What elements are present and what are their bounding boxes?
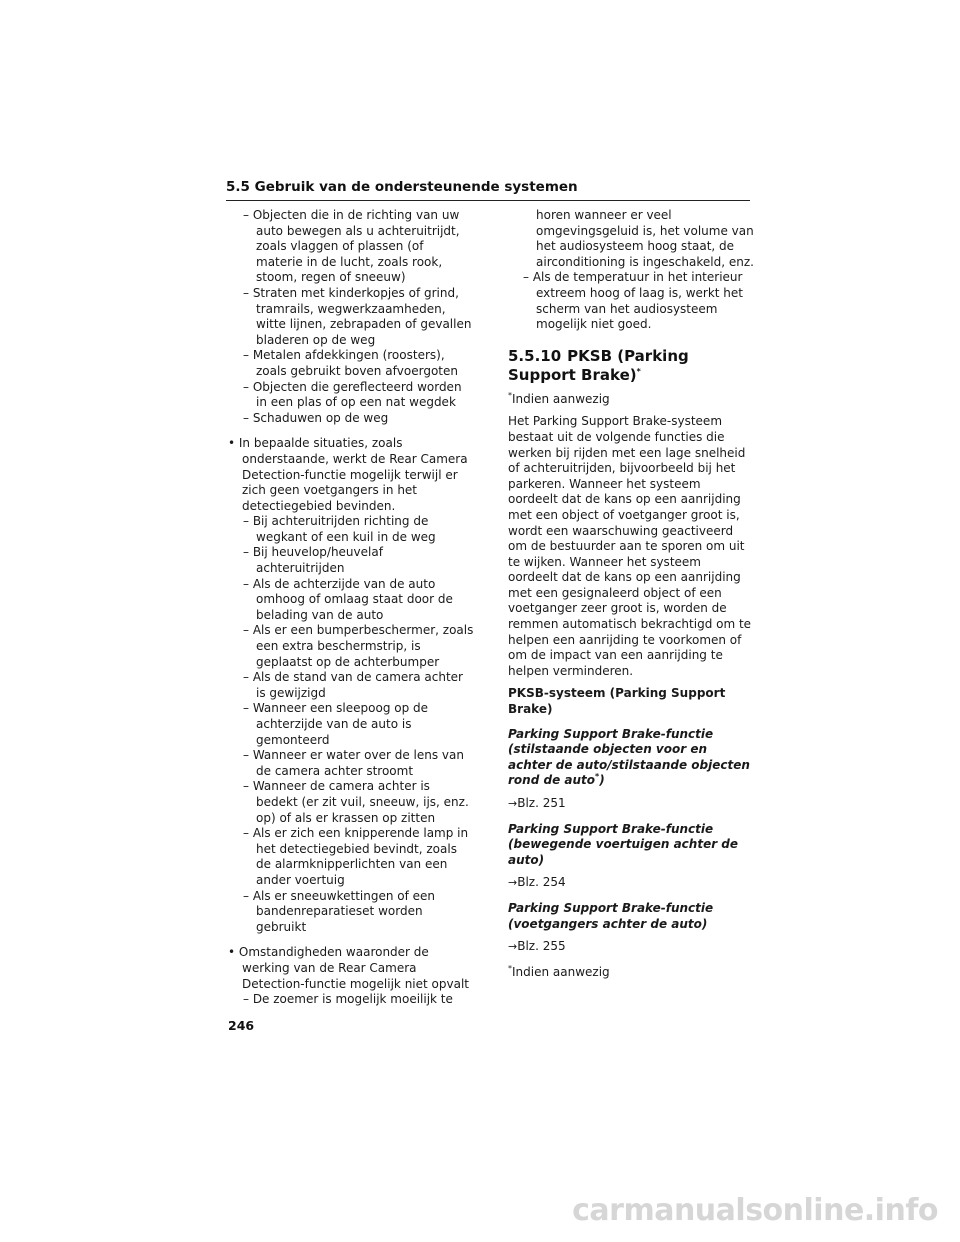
list-item: – Bij achteruitrijden richting de wegkant of een kuil in de weg [243,514,436,544]
list-item: – Wanneer een sleepoog op de achterzijde van de auto is gemonteerd [243,701,429,747]
continuation-text: horen wanneer er veel omgevingsgeluid is, het volume van het audiosysteem hoog staat, de airconditioning is ingeschakeld, enz. [536,208,754,269]
list-item: – Wanneer er water over de lens van de camera achter stroomt [243,748,464,778]
heading-number: 5.5.10 [508,346,562,365]
list-item: – Als er een bumperbeschermer, zoals een extra beschermstrip, is geplaatst op de achterbumper [243,623,474,669]
body-paragraph: Het Parking Support Brake-systeem bestaat uit de volgende functies die werken bij rijden met een lage snelheid of achteruitrijden, bijvoorbeeld bij het parkeren. Wanneer het systeem oordeelt dat de kans op een aanrijding met een object of voetganger groot is, wordt een waarschuwing geactiveerd om de bestuurder aan te sporen om uit te wijken. Wanneer het systeem oordeelt dat de kans op een aanrijding met een gesignaleerd object of een voetganger zeer groot is, worden de remmen automatisch bekrachtigd om te helpen een aanrijding te voorkomen of om de impact van een aanrijding te helpen verminderen. [508,414,752,678]
list-item: – Wanneer de camera achter is bedekt (er zit vuil, sneeuw, ijs, enz. op) of als er krassen op zitten [243,779,469,825]
arrow-right-icon: → [508,940,518,954]
page-reference-link[interactable]: →Blz. 251 [508,796,566,810]
right-column [508,208,754,987]
bullet-1-dash-list [228,514,474,935]
list-item: – De zoemer is mogelijk moeilijk te [243,992,453,1007]
list-item: – Schaduwen op de weg [243,410,389,425]
bullet-item: • In bepaalde situaties, zoals onderstaande, werkt de Rear Camera Detection-functie mogelijk terwijl er zich geen voetgangers in het detectiegebied bevinden. [228,436,468,513]
list-item: – Bij heuvelop/heuvelaf achteruitrijden [243,545,383,576]
subheading: PKSB-systeem (Parking Support Brake) [508,686,726,717]
intro-dash-list [228,208,474,426]
section-header: 5.5 Gebruik van de ondersteunende systemen [226,177,750,201]
page-reference-link[interactable]: →Blz. 255 [508,939,566,954]
arrow-right-icon: → [508,797,518,810]
function-title: Parking Support Brake-functie (stilstaande objecten voor en achter de auto/stilstaande objecten rond de auto*) [508,726,750,788]
footnote-asterisk: * [636,367,641,377]
list-item: – Objecten die in de richting van uw auto bewegen als u achteruitrijdt, zoals vlaggen of plassen (of materie in de lucht, zoals rook, stoom, regen of sneeuw) [243,208,460,285]
bullet-item: • Omstandigheden waaronder de werking van de Rear Camera Detection-functie mogelijk niet opvalt [228,945,469,991]
left-column [228,208,474,1008]
list-item: – Als de temperatuur in het interieur extreem hoog of laag is, werkt het scherm van het audiosysteem mogelijk niet goed. [523,270,743,332]
list-item: – Als er zich een knipperende lamp in het detectiegebied bevindt, zoals de alarmknipperlichten van een ander voertuig [243,826,469,887]
section-heading [508,347,754,386]
list-item: – Als de stand van de camera achter is gewijzigd [243,670,463,700]
list-item: – Als de achterzijde van de auto omhoog of omlaag staat door de belading van de auto [243,576,453,622]
function-title: Parking Support Brake-functie (voetgangers achter de auto) [508,900,714,931]
page-number: 246 [228,1018,255,1033]
list-item: – Objecten die gereflecteerd worden in een plas of op een nat wegdek [243,379,462,410]
list-item: – Metalen afdekkingen (roosters), zoals gebruikt boven afvoergoten [243,348,458,378]
list-item: – Straten met kinderkopjes of grind, tramrails, wegwerkzaamheden, witte lijnen, zebrapaden of gevallen bladeren op de weg [243,285,472,347]
heading-text: PKSB (Parking Support Brake) [508,346,689,385]
arrow-right-icon: → [508,876,518,890]
function-title: Parking Support Brake-functie (bewegende voertuigen achter de auto) [508,821,739,867]
list-item: – Als er sneeuwkettingen of een bandenreparatieset worden gebruikt [243,888,436,934]
availability-note: *Indien aanwezig [508,390,610,406]
page-reference-link[interactable]: →Blz. 254 [508,875,566,890]
availability-note: *Indien aanwezig [508,963,610,979]
watermark: carmanualsonline.info [572,1193,938,1228]
